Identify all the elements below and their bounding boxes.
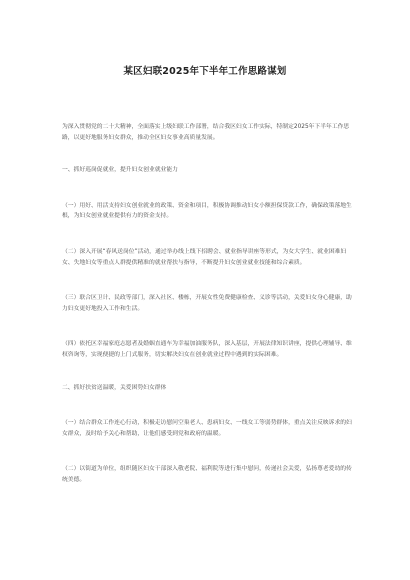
intro-paragraph: 为深入贯彻党的二十大精神，全面落实上级妇联工作部署，结合我区妇女工作实际，特制定2025年下半年工作思路，以更好地服务妇女群众，推动全区妇女事业高质量发展。 xyxy=(62,124,350,141)
spacer xyxy=(62,439,353,464)
paragraph-2-2: （二）以街道为单位，组织随区妇女干部深入敬老院、福利院等进行集中慰问，传递社会关爱，弘扬尊老爱幼的传统美德。 xyxy=(62,466,352,483)
spacer xyxy=(62,393,353,418)
paragraph-1-2: （二）深入开展“春风送岗位”活动，通过举办线上线下招聘会、就业指导讲座等形式，为女大学生、就业困难妇女、失地妇女等重点人群提供精准的就业帮扶与指导，不断提升妇女创业就业技能和综合素质。 xyxy=(62,248,347,266)
section-heading-1: 一、抓好巡岗促就业，提升妇女创业就业能力 xyxy=(62,167,178,174)
document-body xyxy=(62,122,353,486)
paragraph-2-1: （一）结合群众工作连心行动，积极走访慰问空巢老人、患病妇女、一线女工等弱势群体，重点关注反映诉求的妇女群众，及时给予关心和帮助，让他们感受到党和政府的温暖。 xyxy=(62,420,352,437)
spacer xyxy=(62,222,353,247)
spacer xyxy=(62,314,353,339)
section-heading-2: 二、抓好扶贫送温暖，关爱困势妇女群体 xyxy=(62,384,167,391)
paragraph-1-1: （一）用好、用活支持妇女创业就业的政策、资金和项目，积极协调推动妇女小额担保贷款工作，确保政策落地生根，为妇女创业就业提供有力的资金支持。 xyxy=(62,202,352,220)
document-title: 某区妇联2025年下半年工作思路谋划 xyxy=(123,66,287,77)
paragraph-1-3: （三）联合区卫计、民政等部门，深入社区、楼栋，开展女性免费健康检查、义诊等活动，关爱妇女身心健康，助力妇女更好地投入工作和生活。 xyxy=(62,295,352,312)
spacer xyxy=(62,143,353,165)
spacer xyxy=(62,176,353,201)
spacer xyxy=(62,361,353,383)
paragraph-1-4: （四）依托区幸福家庭志愿者及婚姻直通车为幸福加油服务队，深入基层，开展法律知识讲座，提供心理辅导、维权咨询等，实现便捷的上门式服务，切实解决妇女在创业就业过程中遇到的实际困难。 xyxy=(62,341,352,358)
spacer xyxy=(62,268,353,293)
